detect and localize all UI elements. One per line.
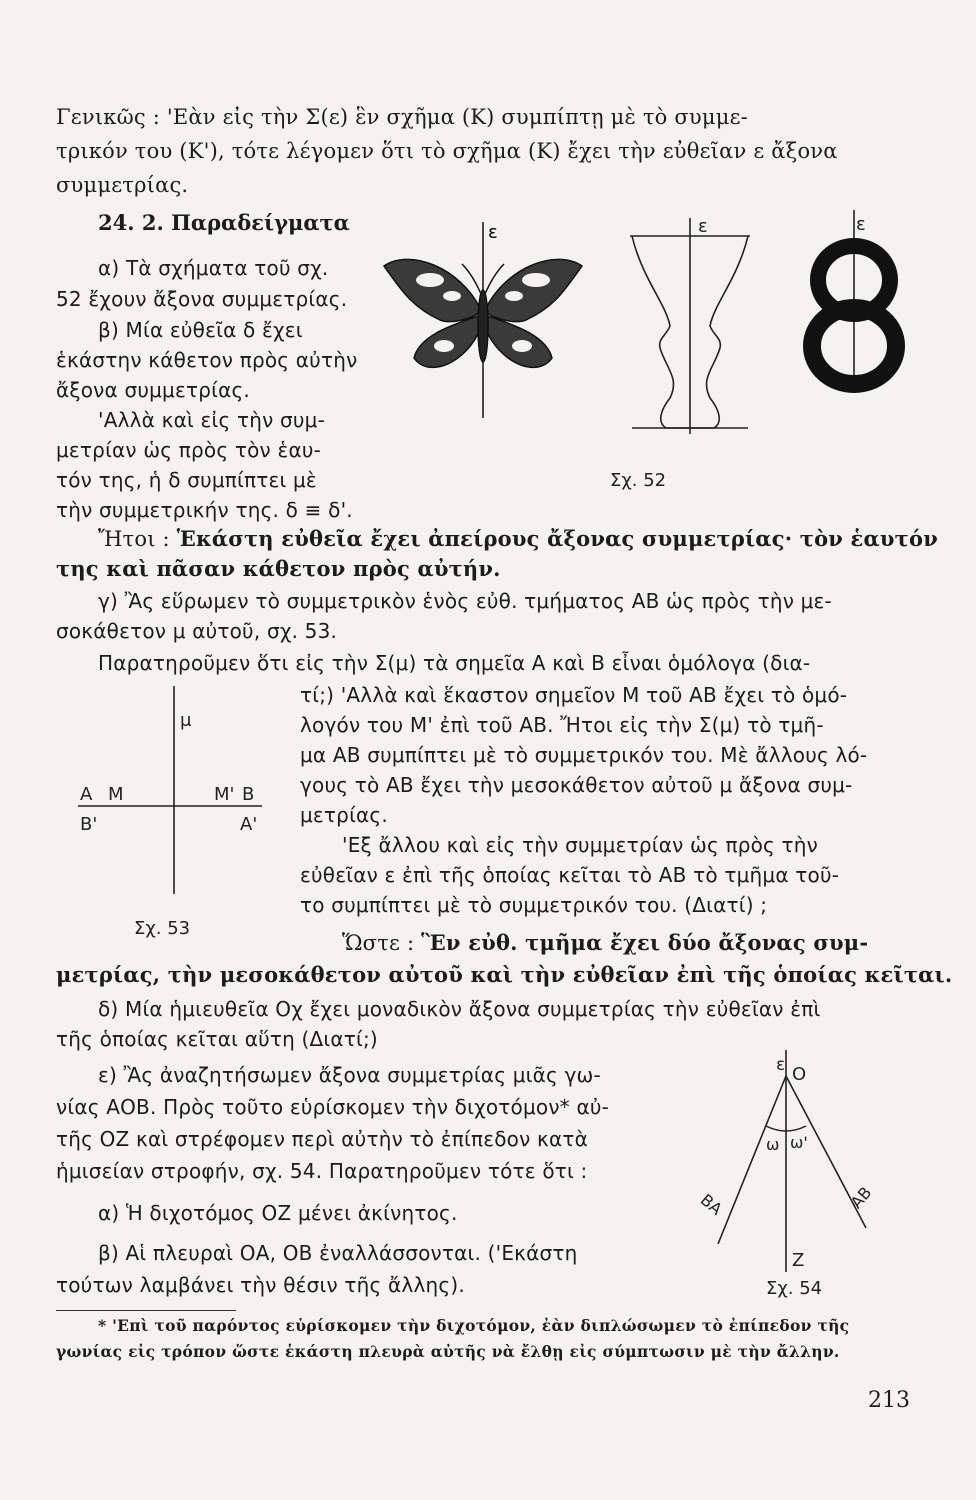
example-c-line-10: εὐθεῖαν ε ἐπὶ τῆς ὁποίας κεῖται τὸ ΑΒ τὸ τμῆμα τοῦ- <box>300 863 840 887</box>
example-e-line-6: β) Αἱ πλευραὶ ΟΑ, ΟΒ ἐναλλάσσονται. ('Εκάστη <box>98 1241 578 1265</box>
figure-53 <box>62 686 302 946</box>
intro-line-2: τρικόν του (Κ'), τότε λέγομεν ὅτι τὸ σχῆμα (Κ) ἔχει τὴν εὐθεῖαν ε ἄξονα <box>56 139 838 163</box>
label-A-prime: Α' <box>240 814 258 835</box>
figure-52 <box>370 208 910 498</box>
example-c-line-7: γους τὸ ΑΒ ἔχει τὴν μεσοκάθετον αὐτοῦ μ ἄξονα συμ- <box>300 773 853 797</box>
conclusion-b-bold-1: Ἑκάστη εὐθεῖα ἔχει ἀπείρους ἄξονας συμμετρίας· τὸν ἑαυτόν <box>176 526 938 551</box>
example-b-line-4: 'Αλλὰ καὶ εἰς τὴν συμ- <box>98 408 325 432</box>
label-AB: ΑΒ <box>846 1183 876 1213</box>
figure-54-caption: Σχ. 54 <box>766 1278 823 1299</box>
example-e-line-3: τῆς ΟΖ καὶ στρέφομεν περὶ αὐτὴν τὸ ἐπίπεδον κατὰ <box>56 1127 589 1151</box>
page-number: 213 <box>868 1388 910 1413</box>
footnote-line-1: * 'Επὶ τοῦ παρόντος εὑρίσκομεν τὴν διχοτόμον, ἐὰν διπλώσωμεν τὸ ἐπίπεδον τῆς <box>98 1316 850 1335</box>
label-M-prime: Μ' <box>214 784 235 805</box>
butterfly-axis-label: ε <box>488 222 498 243</box>
vase-axis-label: ε <box>698 216 708 237</box>
example-c-line-9: 'Εξ ἄλλου καὶ εἰς τὴν συμμετρίαν ὡς πρὸς τὴν <box>342 833 819 857</box>
figure-53-caption: Σχ. 53 <box>134 918 191 939</box>
example-c-line-3: Παρατηροῦμεν ὅτι εἰς τὴν Σ(μ) τὰ σημεῖα Α καὶ Β εἶναι ὁμόλογα (δια- <box>98 651 811 675</box>
example-a-line-1: α) Τὰ σχήματα τοῦ σχ. <box>98 256 329 280</box>
label-eps: ε <box>776 1055 786 1075</box>
example-e-line-4: ἡμισείαν στροφήν, σχ. 54. Παρατηροῦμεν τότε ὅτι : <box>56 1159 588 1183</box>
label-omega-prime: ω' <box>790 1133 808 1152</box>
intro-line-1: Γενικῶς : 'Εὰν εἰς τὴν Σ(ε) ἓν σχῆμα (Κ) συμπίπτῃ μὲ τὸ συμμε- <box>56 105 748 129</box>
label-omega: ω <box>766 1135 780 1154</box>
example-c-line-8: μετρίας. <box>300 803 388 827</box>
example-d-line-1: δ) Μία ἡμιευθεῖα Οχ ἔχει μοναδικὸν ἄξονα συμμετρίας τὴν εὐθεῖαν ἐπὶ <box>98 997 821 1021</box>
conclusion-c-line-2: μετρίας, τὴν μεσοκάθετον αὐτοῦ καὶ τὴν εὐθεῖαν ἐπὶ τῆς ὁποίας κεῖται. <box>56 962 953 987</box>
intro-line-3: συμμετρίας. <box>56 173 189 197</box>
conclusion-c-bold-1: Ἓν εὐθ. τμῆμα ἔχει δύο ἄξονας συμ- <box>421 930 869 955</box>
footnote-line-2: γωνίας εἰς τρόπον ὥστε ἑκάστη πλευρὰ αὐτῆς νὰ ἔλθῃ εἰς σύμπτωσιν μὲ τὴν ἄλλην. <box>56 1342 840 1361</box>
example-c-line-11: το συμπίπτει μὲ τὸ συμμετρικόν του. (Διατί) ; <box>300 893 768 917</box>
example-b-line-5: μετρίαν ὡς πρὸς τὸν ἑαυ- <box>56 438 322 462</box>
label-B: Β <box>242 784 255 805</box>
example-d-line-2: τῆς ὁποίας κεῖται αὕτη (Διατί;) <box>56 1027 378 1051</box>
figure-52-caption: Σχ. 52 <box>610 470 667 491</box>
example-b-line-3: ἄξονα συμμετρίας. <box>56 378 250 402</box>
example-c-line-6: μα ΑΒ συμπίπτει μὲ τὸ συμμετρικόν του. Μὲ ἄλλους λό- <box>300 743 868 767</box>
figure-54 <box>690 1040 910 1300</box>
example-c-line-2: σοκάθετον μ αὐτοῦ, σχ. 53. <box>56 619 338 643</box>
vase-figure <box>630 216 750 434</box>
example-c-line-4: τί;) 'Αλλὰ καὶ ἕκαστον σημεῖον Μ τοῦ ΑΒ ἔχει τὸ ὁμό- <box>300 683 848 707</box>
label-B-prime: Β' <box>80 814 98 835</box>
conclusion-b-line-2: της καὶ πᾶσαν κάθετον πρὸς αὐτήν. <box>56 556 501 581</box>
label-M: Μ <box>108 784 124 805</box>
example-a-line-2: 52 ἔχουν ἄξονα συμμετρίας. <box>56 287 348 311</box>
example-e-line-7: τούτων λαμβάνει τὴν θέσιν τῆς ἄλλης). <box>56 1273 465 1297</box>
conclusion-c-line-1: Ὥστε : Ἓν εὐθ. τμῆμα ἔχει δύο ἄξονας συμ- <box>342 930 869 955</box>
label-O: Ο <box>792 1064 807 1085</box>
label-Z: Ζ <box>792 1250 805 1271</box>
section-heading: 24. 2. Παραδείγματα <box>98 210 350 235</box>
conclusion-b-line-1: Ἤτοι : Ἑκάστη εὐθεῖα ἔχει ἀπείρους ἄξονας συμμετρίας· τὸν ἑαυτόν <box>98 526 938 551</box>
example-c-line-5: λογόν του Μ' ἐπὶ τοῦ ΑΒ. Ἤτοι εἰς τὴν Σ(μ) τὸ τμῆ- <box>300 713 824 737</box>
eight-axis-label: ε <box>856 214 866 235</box>
label-BA: ΒΑ <box>696 1190 726 1219</box>
example-e-line-5: α) Ἡ διχοτόμος ΟΖ μένει ἀκίνητος. <box>98 1201 458 1225</box>
example-b-line-6: τόν της, ἡ δ συμπίπτει μὲ <box>56 468 317 492</box>
label-A: Α <box>80 784 93 805</box>
example-e-line-1: ε) Ἂς ἀναζητήσωμεν ἄξονα συμμετρίας μιᾶς γω- <box>98 1063 601 1087</box>
example-b-line-2: ἑκάστην κάθετον πρὸς αὐτὴν <box>56 348 358 372</box>
footnote-rule <box>56 1310 236 1311</box>
example-b-line-1: β) Μία εὐθεῖα δ ἔχει <box>98 318 303 342</box>
digit-eight-figure <box>812 210 896 386</box>
label-mu: μ <box>180 710 192 731</box>
example-b-line-7: τὴν συμμετρικήν της. δ ≡ δ'. <box>56 498 353 522</box>
side-OA-line <box>718 1076 786 1244</box>
example-e-line-2: νίας ΑΟΒ. Πρὸς τοῦτο εὑρίσκομεν τὴν διχοτόμον* αὐ- <box>56 1095 610 1119</box>
example-c-line-1: γ) Ἂς εὕρωμεν τὸ συμμετρικὸν ἑνὸς εὐθ. τμήματος ΑΒ ὡς πρὸς τὴν με- <box>98 589 832 613</box>
